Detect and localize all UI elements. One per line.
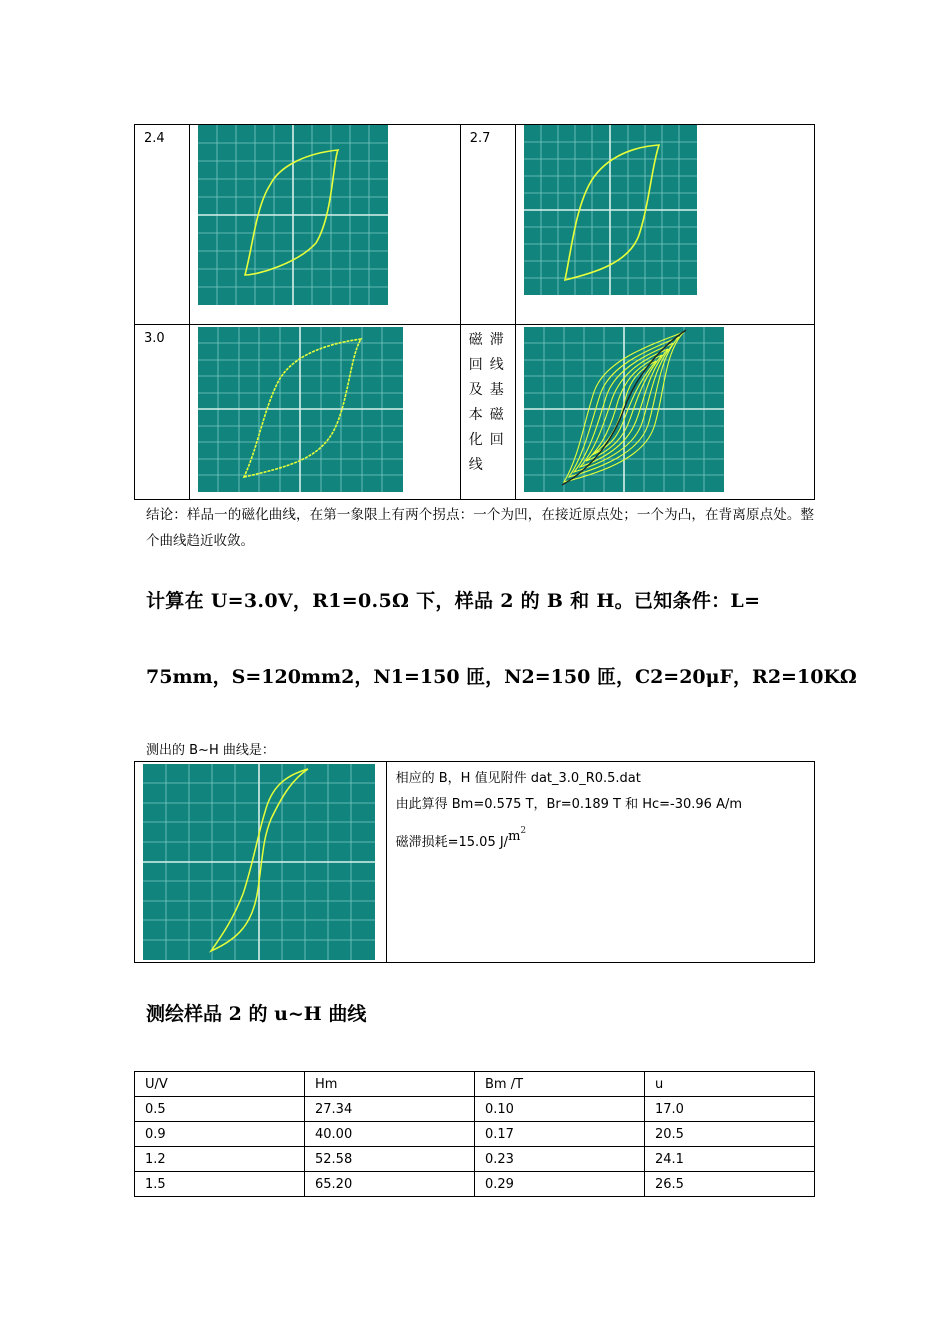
header-cell: Hm: [305, 1072, 475, 1097]
table-cell: 0.29: [475, 1172, 645, 1197]
label-cell: [460, 325, 516, 500]
u-h-data-table: [134, 1071, 815, 1197]
bh-result-line-1: 相应的 B，H 值见附件 dat_3.0_R0.5.dat: [395, 771, 641, 786]
bh-table: [134, 761, 815, 963]
loss-unit: $m^2$: [508, 826, 527, 844]
calculation-heading-line-2: 75mm，S=120mm2，N1=150 匝，N2=150 匝，C2=20μF，R2=10KΩ: [146, 666, 857, 688]
table-cell: 0.17: [475, 1122, 645, 1147]
table-cell: 17.0: [645, 1097, 815, 1122]
table-cell: 27.34: [305, 1097, 475, 1122]
oscilloscope-loop-2-4: [198, 125, 388, 305]
voltage-cell: [460, 125, 516, 325]
scope-cell: [516, 325, 815, 500]
table-row: [135, 1097, 815, 1122]
header-cell: u: [645, 1072, 815, 1097]
scope-cell: [516, 125, 815, 325]
bh-results-cell: [386, 762, 814, 963]
table-row: [135, 1172, 815, 1197]
bh-result-line-2: 由此算得 Bm=0.575 T，Br=0.189 T 和 Hc=-30.96 A/m: [395, 797, 743, 812]
bh-scope-cell: [135, 762, 387, 963]
table-cell: 0.9: [135, 1122, 305, 1147]
table-cell: 26.5: [645, 1172, 815, 1197]
voltage-cell: [135, 125, 190, 325]
table-cell: 24.1: [645, 1147, 815, 1172]
scope-cell: [189, 325, 460, 500]
voltage-label: 3.0: [144, 331, 165, 346]
header-cell: U/V: [135, 1072, 305, 1097]
voltage-cell: [135, 325, 190, 500]
table-cell: 1.2: [135, 1147, 305, 1172]
table-row: [135, 1122, 815, 1147]
table-cell: 0.10: [475, 1097, 645, 1122]
voltage-label: 2.4: [144, 131, 165, 146]
table-cell: 0.23: [475, 1147, 645, 1172]
conclusion-text: 结论：样品一的磁化曲线，在第一象限上有两个拐点：一个为凹，在接近原点处；一个为凸，在背离原点处。整个曲线趋近收敛。: [146, 507, 814, 549]
table-cell: 52.58: [305, 1147, 475, 1172]
table-row: [135, 1147, 815, 1172]
bh-results: [387, 762, 814, 856]
header-cell: Bm /T: [475, 1072, 645, 1097]
hysteresis-table: [134, 124, 815, 500]
hysteresis-loss-text: 磁滞损耗=15.05 J/: [395, 835, 509, 850]
oscilloscope-family-loops: [524, 327, 724, 492]
oscilloscope-loop-3-0: [198, 327, 403, 492]
voltage-label: 2.7: [469, 131, 491, 146]
bh-curve-caption: 测出的 B~H 曲线是：: [146, 743, 275, 758]
table-cell: 40.00: [305, 1122, 475, 1147]
table-cell: 20.5: [645, 1122, 815, 1147]
u-h-section-title: 测绘样品 2 的 u~H 曲线: [146, 1003, 367, 1025]
hysteresis-caption: 磁滞回线及基本磁化回线: [468, 332, 511, 473]
oscilloscope-loop-2-7: [524, 125, 697, 295]
table-cell: 0.5: [135, 1097, 305, 1122]
bh-result-line-3: [396, 818, 814, 856]
scope-cell: [189, 125, 460, 325]
table-cell: 1.5: [135, 1172, 305, 1197]
calculation-heading-line-1: 计算在 U=3.0V，R1=0.5Ω 下，样品 2 的 B 和 H。已知条件：L=: [146, 590, 761, 612]
table-header-row: [135, 1072, 815, 1097]
table-cell: 65.20: [305, 1172, 475, 1197]
oscilloscope-bh-curve: [143, 764, 375, 960]
